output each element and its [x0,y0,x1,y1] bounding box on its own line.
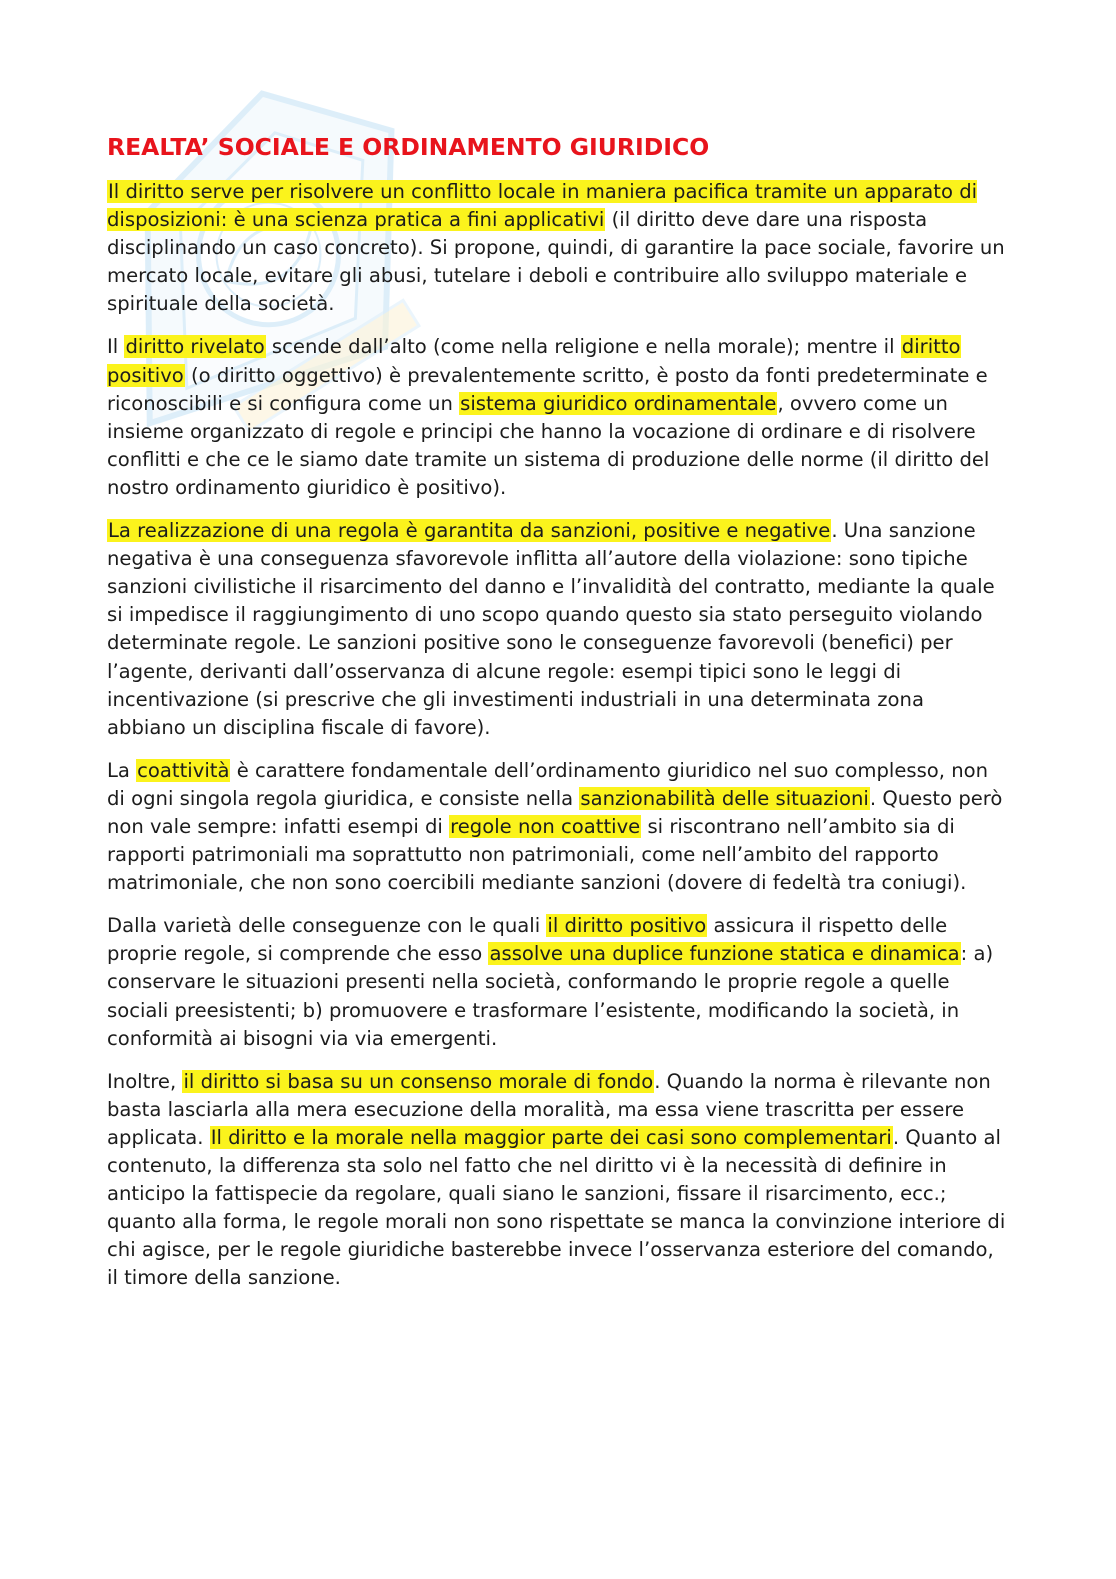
paragraph [107,178,1007,318]
document-body [107,178,1007,1307]
text-run: scende dall’alto (come nella religione e nella morale); mentre il [265,335,901,359]
highlighted-text: diritto positivo [107,335,961,387]
text-run: si riscontrano nell’ambito sia di rapporti patrimoniali ma soprattutto non patrimoniali, come nell’ambito del rapporto matrimoniale, che non sono coercibili mediante sanzioni (dovere di fedeltà tra coniugi). [107,814,967,895]
text-run: Inoltre, [107,1069,183,1093]
text-run: La [107,758,137,782]
paragraph [107,517,1007,742]
paragraph [107,912,1007,1052]
paragraph [107,757,1007,897]
highlighted-text: diritto rivelato [125,335,265,359]
text-run: . Quanto al contenuto, la differenza sta solo nel fatto che nel diritto vi è la necessità di definire in anticipo la fattispecie da regolare, quali siano le sanzioni, fissare il risarcimento, ecc.; quanto alla forma, le regole morali non sono rispettate se manca la convinzione interiore di chi agisce, per le regole giuridiche basterebbe invece l’osservanza esteriore del comando, il timore della sanzione. [107,1125,1006,1290]
highlighted-text: Il diritto e la morale nella maggior parte dei casi sono complementari [210,1125,892,1149]
text-run: . Una sanzione negativa è una conseguenza sfavorevole inflitta all’autore della violazione: sono tipiche sanzioni civilistiche il risarcimento del danno e l’invalidità del contratto, mediante la quale si impedisce il raggiungimento di uno scopo quando questo sia stato perseguito violando determinate regole. Le sanzioni positive sono le conseguenze favorevoli (benefici) per l’agente, derivanti dall’osservanza di alcune regole: esempi tipici sono le leggi di incentivazione (si prescrive che gli investimenti industriali in una determinata zona abbiano un disciplina fiscale di favore). [107,519,995,739]
highlighted-text: il diritto positivo [547,914,707,938]
document-title: REALTA’ SOCIALE E ORDINAMENTO GIURIDICO [107,133,710,161]
text-run: Il [107,335,125,359]
text-run: è carattere fondamentale dell’ordinamento giuridico nel suo complesso, non di ogni singola regola giuridica, e consiste nella [107,758,989,810]
text-run: , ovvero come un insieme organizzato di regole e principi che hanno la vocazione di ordinare e di risolvere conflitti e che ce le siamo date tramite un sistema di produzione delle norme (il diritto del nostro ordinamento giuridico è positivo). [107,391,990,499]
text-run: . Questo però non vale sempre: infatti esempi di [107,786,1003,838]
highlighted-text: il diritto si basa su un consenso morale di fondo [183,1069,654,1093]
text-run: (il diritto deve dare una risposta disciplinando un caso concreto). Si propone, quindi, di garantire la pace sociale, favorire un mercato locale, evitare gli abusi, tutelare i deboli e contribuire allo sviluppo materiale e spirituale della società. [107,208,1005,316]
text-run: (o diritto oggettivo) è prevalentemente scritto, è posto da fonti predeterminate e riconoscibili e si configura come un [107,363,988,415]
highlighted-text: Il diritto serve per risolvere un conflitto locale in maniera pacifica tramite un apparato di disposizioni: è una scienza pratica a fini applicativi [107,180,978,232]
highlighted-text: regole non coattive [450,814,641,838]
highlighted-text: sanzionabilità delle situazioni [580,786,869,810]
highlighted-text: sistema giuridico ordinamentale [460,391,777,415]
highlighted-text: La realizzazione di una regola è garantita da sanzioni, positive e negative [108,519,831,543]
text-run: Dalla varietà delle conseguenze con le quali [107,914,547,938]
paragraph [107,333,1007,502]
paragraph [107,1068,1007,1293]
highlighted-text: coattività [137,758,230,782]
text-run: . Quando la norma è rilevante non basta lasciarla alla mera esecuzione della moralità, ma essa viene trascritta per essere applicata. [107,1069,991,1149]
highlighted-text: assolve una duplice funzione statica e dinamica [489,942,960,966]
text-run: assicura il rispetto delle proprie regole, si comprende che esso [107,914,948,966]
text-run: : a) conservare le situazioni presenti nella società, conformando le proprie regole a quelle sociali preesistenti; b) promuovere e trasformare l’esistente, modificando la società, in conformità ai bisogni via via emergenti. [107,942,994,1050]
